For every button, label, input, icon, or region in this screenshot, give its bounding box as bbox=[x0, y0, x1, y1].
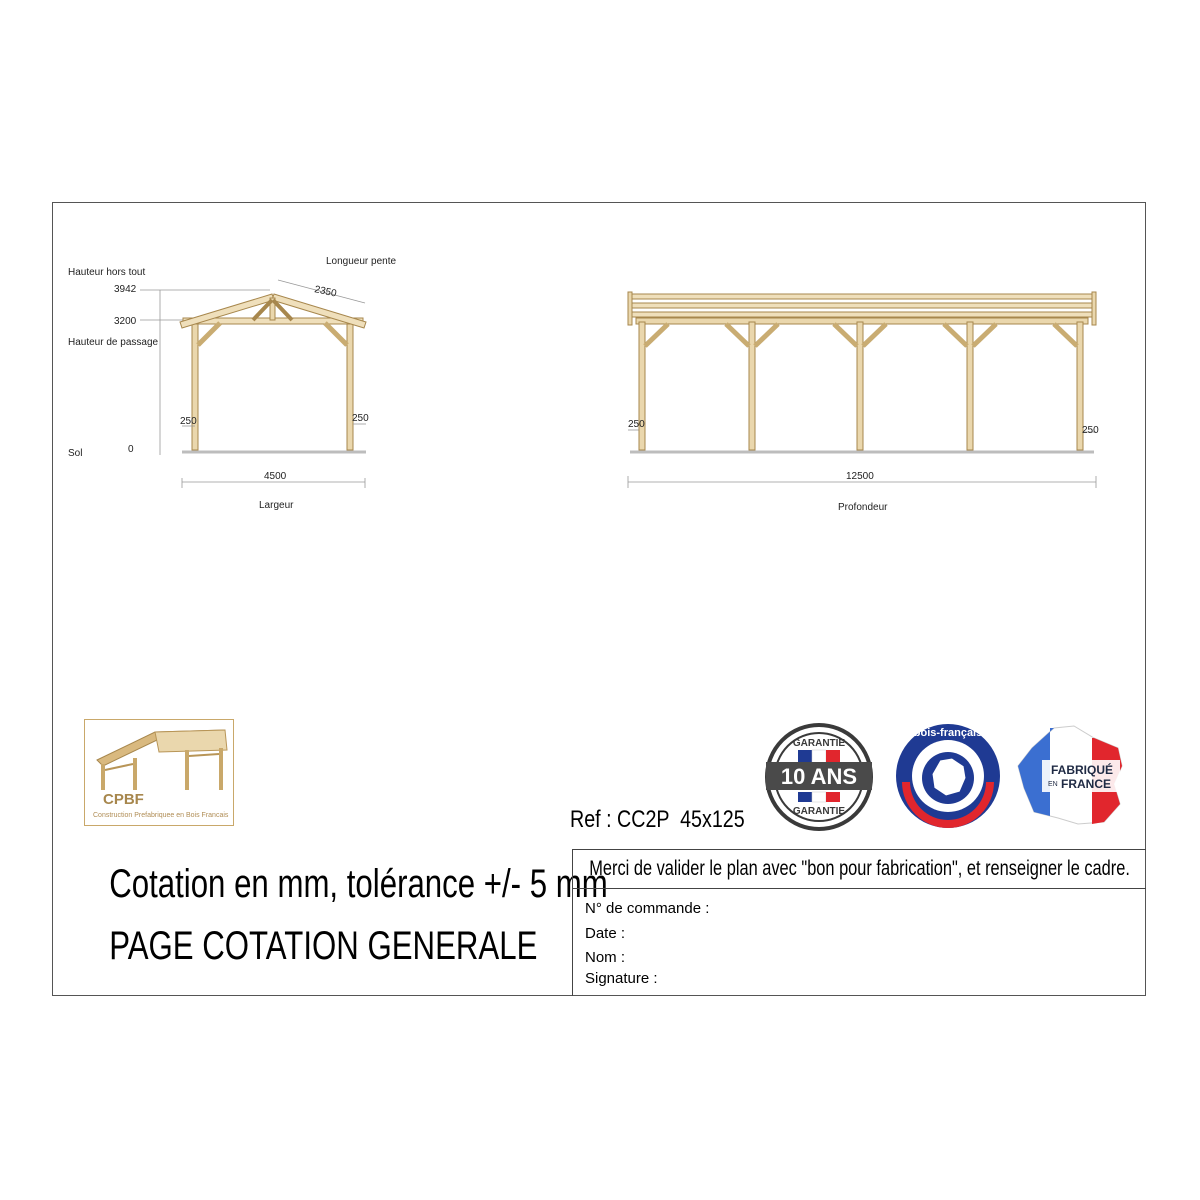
depth-post bbox=[857, 322, 863, 450]
passage-height-label: Hauteur de passage bbox=[68, 337, 159, 348]
knee-brace bbox=[755, 324, 778, 346]
overall-height-label: Hauteur hors tout bbox=[68, 267, 146, 278]
knee-brace bbox=[726, 324, 749, 346]
fabrique-line1: FABRIQUÉ bbox=[1050, 763, 1114, 777]
slope-length-value: 2350 bbox=[313, 284, 338, 300]
width-label: Largeur bbox=[259, 500, 294, 511]
knee-brace bbox=[834, 324, 857, 346]
guarantee-main: 10 ANS bbox=[780, 764, 858, 789]
knee-brace bbox=[1054, 324, 1077, 346]
knee-brace bbox=[863, 324, 886, 346]
width-value: 4500 bbox=[264, 471, 287, 482]
depth-right-post-value: 250 bbox=[1082, 425, 1099, 436]
knee-brace bbox=[973, 324, 996, 346]
date-field[interactable]: Date : bbox=[585, 925, 626, 942]
reference: Ref : CC2P 45x125 bbox=[570, 806, 745, 833]
ground-value: 0 bbox=[128, 444, 134, 455]
guarantee-top: GARANTIE bbox=[792, 738, 846, 749]
fabrique-france-badge bbox=[1014, 722, 1126, 828]
bois-francais-text: bois-français bbox=[913, 727, 983, 739]
cpbf-logo bbox=[84, 719, 234, 826]
knee-brace bbox=[645, 324, 668, 346]
knee-brace bbox=[944, 324, 967, 346]
ground-label: Sol bbox=[68, 448, 83, 459]
page-title: PAGE COTATION GENERALE bbox=[109, 924, 538, 968]
depth-view bbox=[628, 292, 1096, 488]
fabrique-en: EN bbox=[1048, 781, 1058, 788]
validation-box bbox=[572, 849, 1146, 996]
passage-height-value: 3200 bbox=[114, 316, 137, 327]
guarantee-bottom: GARANTIE bbox=[792, 806, 846, 817]
depth-post bbox=[967, 322, 973, 450]
width-view bbox=[140, 280, 366, 488]
carport-illustration-icon bbox=[85, 720, 235, 792]
validation-header bbox=[573, 850, 1146, 889]
depth-post bbox=[1077, 322, 1083, 450]
depth-post bbox=[749, 322, 755, 450]
fabrique-line2: FRANCE bbox=[1061, 777, 1111, 791]
overall-height-value: 3942 bbox=[114, 284, 137, 295]
depth-left-post-value: 250 bbox=[628, 419, 645, 430]
validation-message: Merci de valider le plan avec "bon pour fabrication", et renseigner le cadre. bbox=[589, 857, 1130, 880]
signature-field[interactable]: Signature : bbox=[585, 970, 658, 987]
cpbf-tagline: Construction Prefabriquee en Bois Francais bbox=[93, 812, 229, 819]
left-post-value: 250 bbox=[180, 416, 197, 427]
tolerance-note: Cotation en mm, tolérance +/- 5 mm bbox=[109, 862, 608, 906]
name-field[interactable]: Nom : bbox=[585, 949, 626, 966]
right-post-value: 250 bbox=[352, 413, 369, 424]
slope-length-label: Longueur pente bbox=[326, 256, 397, 267]
guarantee-badge bbox=[764, 722, 874, 832]
depth-post bbox=[639, 322, 645, 450]
bois-francais-badge bbox=[894, 722, 1002, 830]
depth-value: 12500 bbox=[846, 471, 874, 482]
depth-label: Profondeur bbox=[838, 502, 888, 513]
cpbf-name: CPBF bbox=[103, 791, 144, 808]
order-number-field[interactable]: N° de commande : bbox=[585, 900, 710, 917]
